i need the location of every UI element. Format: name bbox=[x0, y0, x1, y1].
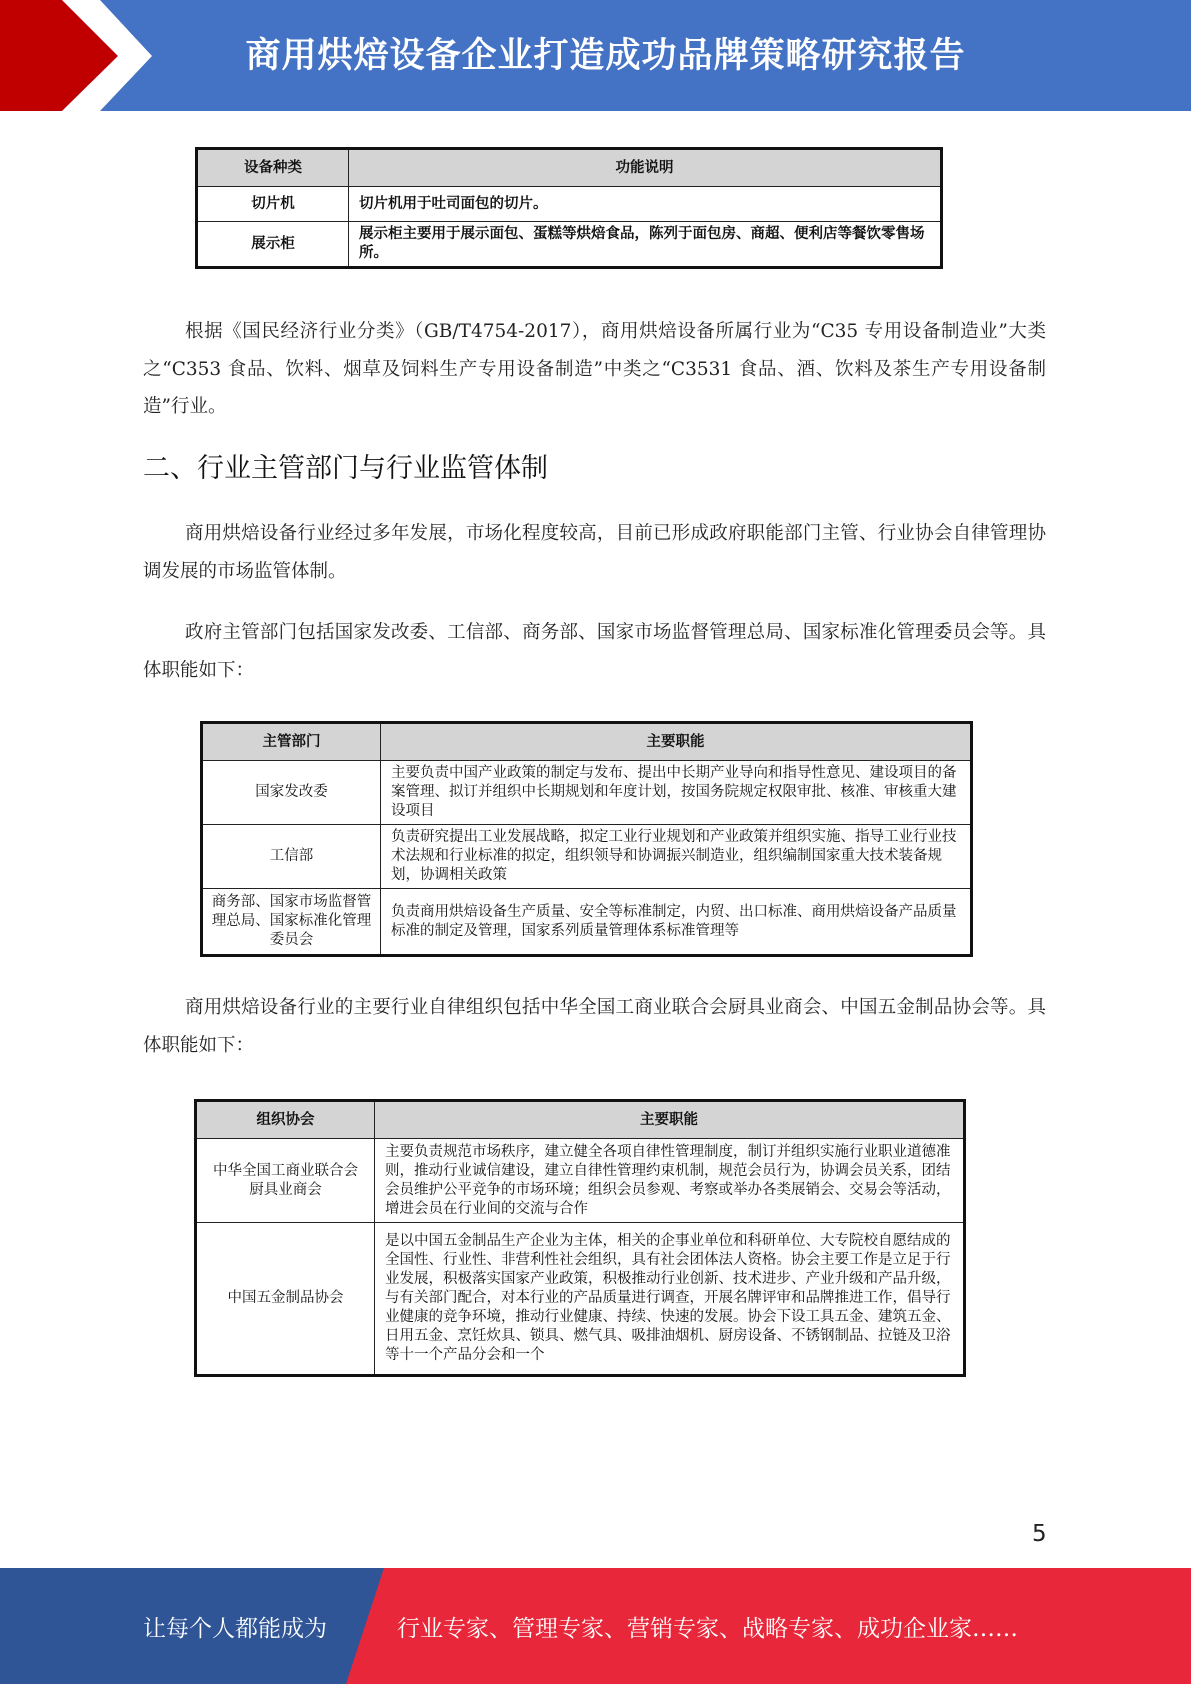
table-header-cell: 设备种类 bbox=[197, 149, 349, 187]
table-cell: 商务部、国家市场监督管理总局、国家标准化管理委员会 bbox=[202, 889, 381, 956]
table-header-cell: 主管部门 bbox=[202, 723, 381, 761]
body-paragraph: 商用烘焙设备行业的主要行业自律组织包括中华全国工商业联合会厨具业商会、中国五金制品协会等。具体职能如下： bbox=[143, 997, 1046, 1056]
table-header-cell: 组织协会 bbox=[196, 1101, 375, 1139]
table-row bbox=[196, 1139, 965, 1223]
regulator-table bbox=[200, 721, 973, 957]
table-cell: 是以中国五金制品生产企业为主体，相关的企事业单位和科研单位、大专院校自愿结成的全国性、行业性、非营利性社会组织，具有社会团体法人资格。协会主要工作是立足于行业发展，积极落实国家产业政策，积极推动行业创新、技术进步、产业升级和产品升级，与有关部门配合，对本行业的产品质量进行调查，开展名牌评审和品牌推进工作，倡导行业健康的竞争环境，推动行业健康、持续、快速的发展。协会下设工具五金、建筑五金、日用五金、烹饪炊具、锁具、燃气具、吸排油烟机、厨房设备、不锈钢制品、拉链及卫浴等十一个产品分会和一个 bbox=[375, 1223, 965, 1376]
page-footer bbox=[0, 1568, 1191, 1684]
page-header bbox=[0, 0, 1191, 111]
table-cell: 中华全国工商业联合会厨具业商会 bbox=[196, 1139, 375, 1223]
table-cell: 负责商用烘焙设备生产质量、安全等标准制定，内贸、出口标准、商用烘焙设备产品质量标准的制定及管理，国家系列质量管理体系标准管理等 bbox=[381, 889, 972, 956]
table-row bbox=[197, 222, 942, 268]
table-cell: 中国五金制品协会 bbox=[196, 1223, 375, 1376]
table-header-cell: 主要职能 bbox=[381, 723, 972, 761]
table-cell: 展示柜主要用于展示面包、蛋糕等烘焙食品，陈列于面包房、商超、便利店等餐饮零售场所。 bbox=[349, 222, 942, 268]
association-table bbox=[194, 1099, 966, 1377]
table-header-cell: 主要职能 bbox=[375, 1101, 965, 1139]
body-paragraph: 根据《国民经济行业分类》（GB/T4754-2017），商用烘焙设备所属行业为“C35 专用设备制造业”大类之“C353 食品、饮料、烟草及饲料生产专用设备制造”中类之“C3531 食品、酒、饮料及茶生产专用设备制造”行业。 bbox=[143, 321, 1046, 417]
equipment-table bbox=[195, 147, 943, 269]
table-cell: 工信部 bbox=[202, 825, 381, 889]
table-row bbox=[196, 1223, 965, 1376]
table-row bbox=[202, 761, 972, 825]
table-cell: 国家发改委 bbox=[202, 761, 381, 825]
table-cell: 切片机用于吐司面包的切片。 bbox=[349, 187, 942, 222]
table-cell: 主要负责中国产业政策的制定与发布、提出中长期产业导向和指导性意见、建设项目的备案管理、拟订并组织中长期规划和年度计划，按国务院规定权限审批、核准、审核重大建设项目 bbox=[381, 761, 972, 825]
table-row bbox=[202, 889, 972, 956]
table-header-row bbox=[202, 723, 972, 761]
header-title: 商用烘焙设备企业打造成功品牌策略研究报告 bbox=[245, 36, 966, 76]
table-row bbox=[197, 187, 942, 222]
table-header-cell: 功能说明 bbox=[349, 149, 942, 187]
table-cell: 主要负责规范市场秩序，建立健全各项自律性管理制度，制订并组织实施行业职业道德准则，推动行业诚信建设，建立自律性管理约束机制，规范会员行为，协调会员关系，团结会员维护公平竞争的市场环境；组织会员参观、考察或举办各类展销会、交易会等活动，增进会员在行业间的交流与合作 bbox=[375, 1139, 965, 1223]
body-paragraph: 政府主管部门包括国家发改委、工信部、商务部、国家市场监督管理总局、国家标准化管理委员会等。具体职能如下： bbox=[143, 622, 1046, 681]
table-header-row bbox=[196, 1101, 965, 1139]
section-heading: 二、行业主管部门与行业监管体制 bbox=[143, 453, 548, 484]
footer-slogan-right: 行业专家、管理专家、营销专家、战略专家、成功企业家…… bbox=[397, 1616, 1018, 1642]
body-paragraph: 商用烘焙设备行业经过多年发展，市场化程度较高，目前已形成政府职能部门主管、行业协会自律管理协调发展的市场监管体制。 bbox=[143, 523, 1046, 582]
table-header-row bbox=[197, 149, 942, 187]
table-cell: 切片机 bbox=[197, 187, 349, 222]
table-row bbox=[202, 825, 972, 889]
table-cell: 负责研究提出工业发展战略，拟定工业行业规划和产业政策并组织实施、指导工业行业技术法规和行业标准的拟定，组织领导和协调振兴制造业，组织编制国家重大技术装备规划，协调相关政策 bbox=[381, 825, 972, 889]
footer-slogan-left: 让每个人都能成为 bbox=[143, 1616, 327, 1642]
table-cell: 展示柜 bbox=[197, 222, 349, 268]
page-number: 5 bbox=[1032, 1521, 1047, 1547]
